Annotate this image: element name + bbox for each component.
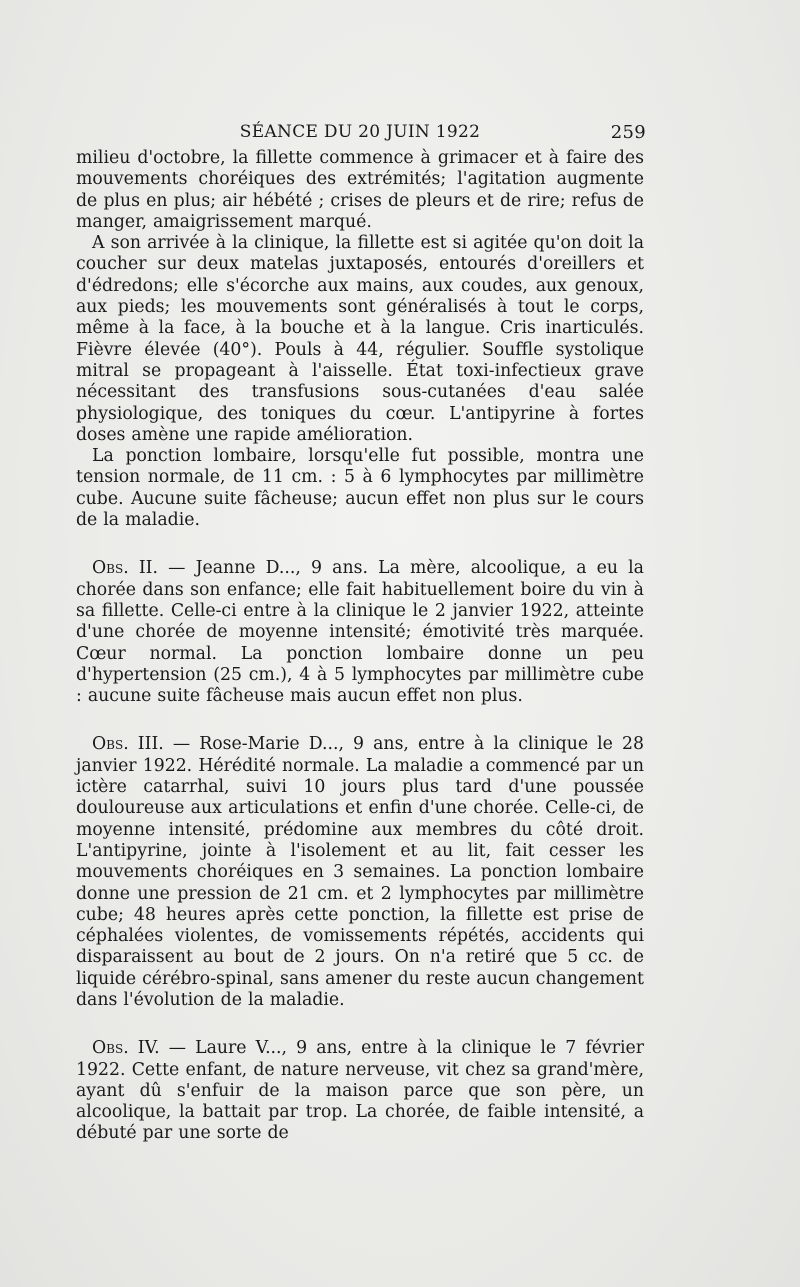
observation-2 <box>76 558 644 707</box>
running-header <box>76 118 644 148</box>
observation-3 <box>76 734 644 1011</box>
body-text <box>76 148 644 1145</box>
observation-4 <box>76 1038 644 1144</box>
paragraph-arrival: A son arrivée à la clinique, la fillette est si agitée qu'on doit la coucher sur deux matelas juxtaposés, entourés d'oreillers et d'édredons; elle s'écorche aux mains, aux coudes, aux genoux, aux pieds; les mouvements sont généralisés à tout le corps, même à la face, à la bouche et à la langue. Cris inarticulés. Fièvre élevée (40°). Pouls à 44, régulier. Souffle systolique mitral se propageant à l'aisselle. État toxi-infectieux grave nécessitant des transfusions sous-cutanées d'eau salée physiologique, des toniques du cœur. L'antipyrine à fortes doses amène une rapide amélioration. <box>76 233 644 445</box>
observation-text: — Jeanne D..., 9 ans. La mère, alcoolique, a eu la chorée dans son enfance; elle fait habituellement boire du vin à sa fillette. Celle-ci entre à la clinique le 2 janvier 1922, atteinte d'une chorée de moyenne intensité; émotivité très marquée. Cœur normal. La ponction lombaire donne un peu d'hypertension (25 cm.), 4 à 5 lymphocytes par millimètre cube : aucune suite fâcheuse mais aucun effet non plus. <box>76 558 644 707</box>
observation-label: Obs. II. <box>92 558 158 579</box>
book-page <box>76 118 644 1145</box>
observation-label: Obs. IV. <box>92 1038 160 1059</box>
page-number: 259 <box>610 122 646 143</box>
paragraph-lumbar-puncture: La ponction lombaire, lorsqu'elle fut possible, montra une tension normale, de 11 cm. : 5 à 6 lymphocytes par millimètre cube. Aucune suite fâcheuse; aucun effet non plus sur le cours de la maladie. <box>76 446 644 531</box>
observation-text: — Rose-Marie D..., 9 ans, entre à la clinique le 28 janvier 1922. Hérédité normale. La maladie a commencé par un ictère catarrhal, suivi 10 jours plus tard d'une poussée douloureuse aux articulations et enfin d'une chorée. Celle-ci, de moyenne intensité, prédomine aux membres du côté droit. L'antipyrine, jointe à l'isolement et au lit, fait cesser les mouvements choréiques en 3 semaines. La ponction lombaire donne une pression de 21 cm. et 2 lymphocytes par millimètre cube; 48 heures après cette ponction, la fillette est prise de céphalées violentes, de vomissements répétés, accidents qui disparaissent au bout de 2 jours. On n'a retiré que 5 cc. de liquide cérébro-spinal, sans amener du reste aucun changement dans l'évolution de la maladie. <box>76 734 645 1010</box>
observation-label: Obs. III. <box>92 734 164 755</box>
running-title: SÉANCE DU 20 JUIN 1922 <box>239 122 481 142</box>
paragraph-continuation: milieu d'octobre, la fillette commence à grimacer et à faire des mouvements choréiques des extrémités; l'agitation augmente de plus en plus; air hébété ; crises de pleurs et de rire; refus de manger, amaigrissement marqué. <box>76 148 644 232</box>
observation-text: — Laure V..., 9 ans, entre à la clinique le 7 février 1922. Cette enfant, de nature nerveuse, vit chez sa grand'mère, ayant dû s'enfuir de la maison parce que son père, un alcoolique, la battait par trop. La chorée, de faible intensité, a débuté par une sorte de <box>76 1038 644 1144</box>
